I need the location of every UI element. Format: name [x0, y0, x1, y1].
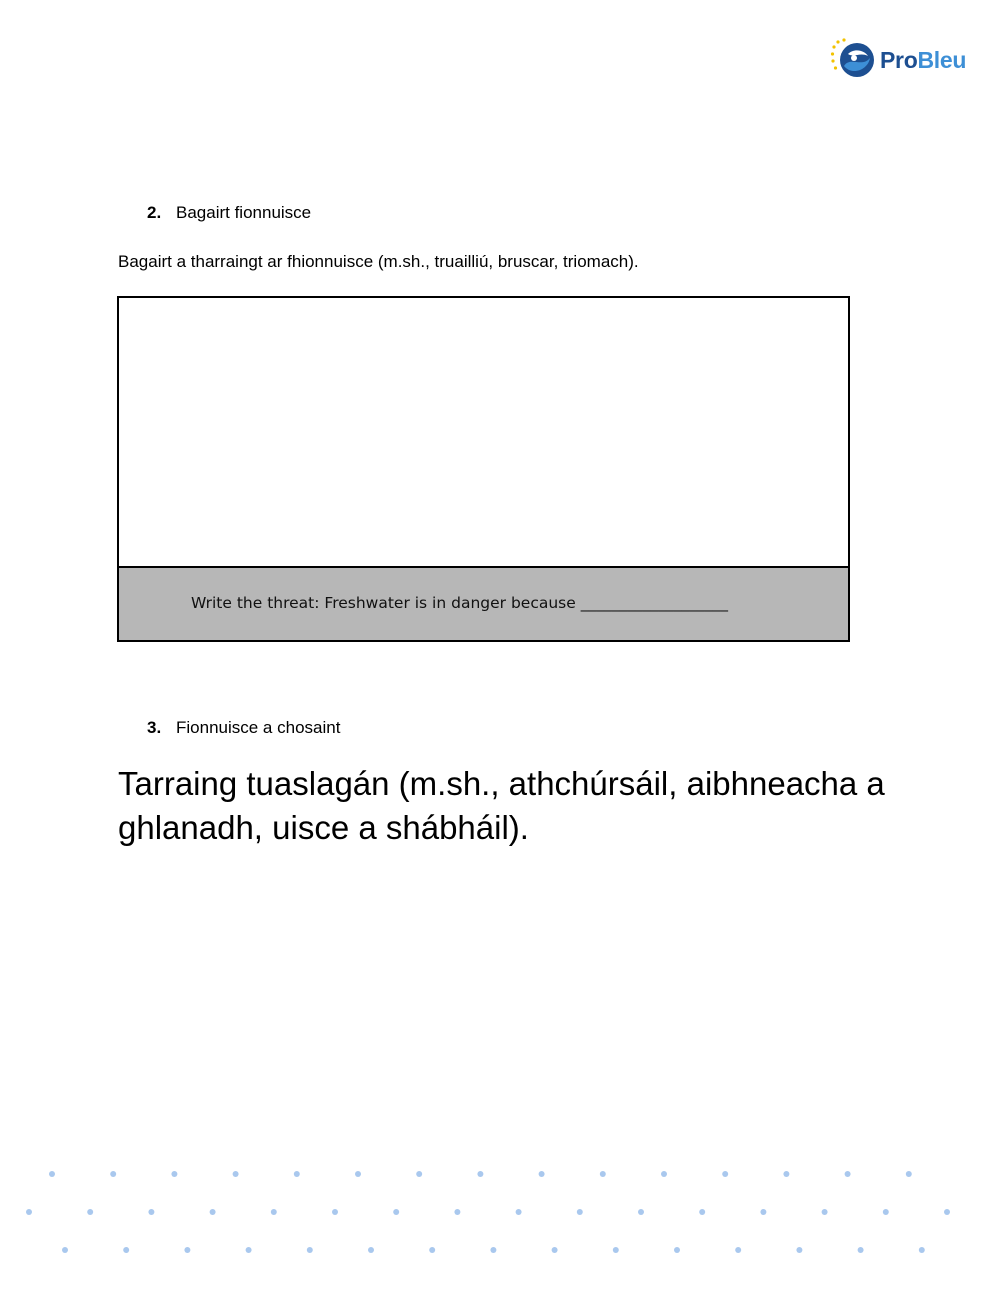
- decorative-dot: [613, 1247, 619, 1253]
- decorative-dot: [171, 1171, 177, 1177]
- decorative-dot: [638, 1209, 644, 1215]
- threat-prompt-text: Write the threat: Freshwater is in danger because ___________________: [191, 594, 728, 612]
- decorative-dot: [944, 1209, 950, 1215]
- decorative-dot-pattern: [0, 1150, 1000, 1294]
- decorative-dot: [355, 1171, 361, 1177]
- decorative-dot: [699, 1209, 705, 1215]
- decorative-dot: [110, 1171, 116, 1177]
- section-2-number: 2.: [147, 203, 162, 222]
- decorative-dot: [919, 1247, 925, 1253]
- decorative-dot: [783, 1171, 789, 1177]
- section-2-title: Bagairt fionnuisce: [176, 203, 312, 222]
- decorative-dot: [429, 1247, 435, 1253]
- decorative-dot: [62, 1247, 68, 1253]
- decorative-dot: [87, 1209, 93, 1215]
- logo-text-pro: Pro: [880, 46, 918, 73]
- decorative-dot: [490, 1247, 496, 1253]
- decorative-dot: [294, 1171, 300, 1177]
- decorative-dot: [454, 1209, 460, 1215]
- decorative-dot: [307, 1247, 313, 1253]
- decorative-dot: [722, 1171, 728, 1177]
- decorative-dot: [477, 1171, 483, 1177]
- logo-text-bleu: Bleu: [917, 46, 967, 73]
- decorative-dot: [600, 1171, 606, 1177]
- decorative-dot: [210, 1209, 216, 1215]
- decorative-dot: [760, 1209, 766, 1215]
- probleu-logo-icon: [830, 38, 878, 82]
- section-3-number: 3.: [147, 718, 162, 737]
- threat-prompt-bar: [117, 566, 850, 642]
- decorative-dot: [858, 1247, 864, 1253]
- decorative-dot: [516, 1209, 522, 1215]
- decorative-dot: [822, 1209, 828, 1215]
- decorative-dot: [246, 1247, 252, 1253]
- decorative-dot: [123, 1247, 129, 1253]
- decorative-dot: [271, 1209, 277, 1215]
- decorative-dot: [26, 1209, 32, 1215]
- decorative-dot: [906, 1171, 912, 1177]
- section-3-heading: [147, 718, 340, 738]
- decorative-dot: [539, 1171, 545, 1177]
- section-3-instruction: Tarraing tuaslagán (m.sh., athchúrsáil, aibhneacha a ghlanadh, uisce a shábháil).: [118, 765, 885, 846]
- section-2-heading: [147, 203, 311, 223]
- probleu-logo: [830, 38, 966, 82]
- decorative-dot: [577, 1209, 583, 1215]
- probleu-logo-text: [880, 47, 966, 74]
- decorative-dot: [184, 1247, 190, 1253]
- decorative-dot: [552, 1247, 558, 1253]
- decorative-dot: [845, 1171, 851, 1177]
- decorative-dot: [735, 1247, 741, 1253]
- section-3-title: Fionnuisce a chosaint: [176, 718, 341, 737]
- decorative-dot: [49, 1171, 55, 1177]
- decorative-dot: [674, 1247, 680, 1253]
- decorative-dot: [368, 1247, 374, 1253]
- decorative-dot: [416, 1171, 422, 1177]
- decorative-dot: [393, 1209, 399, 1215]
- decorative-dot: [332, 1209, 338, 1215]
- section-2-description: Bagairt a tharraingt ar fhionnuisce (m.sh., truailliú, bruscar, triomach).: [118, 252, 639, 271]
- decorative-dot: [796, 1247, 802, 1253]
- decorative-dot: [233, 1171, 239, 1177]
- decorative-dot: [883, 1209, 889, 1215]
- decorative-dot: [661, 1171, 667, 1177]
- decorative-dot: [148, 1209, 154, 1215]
